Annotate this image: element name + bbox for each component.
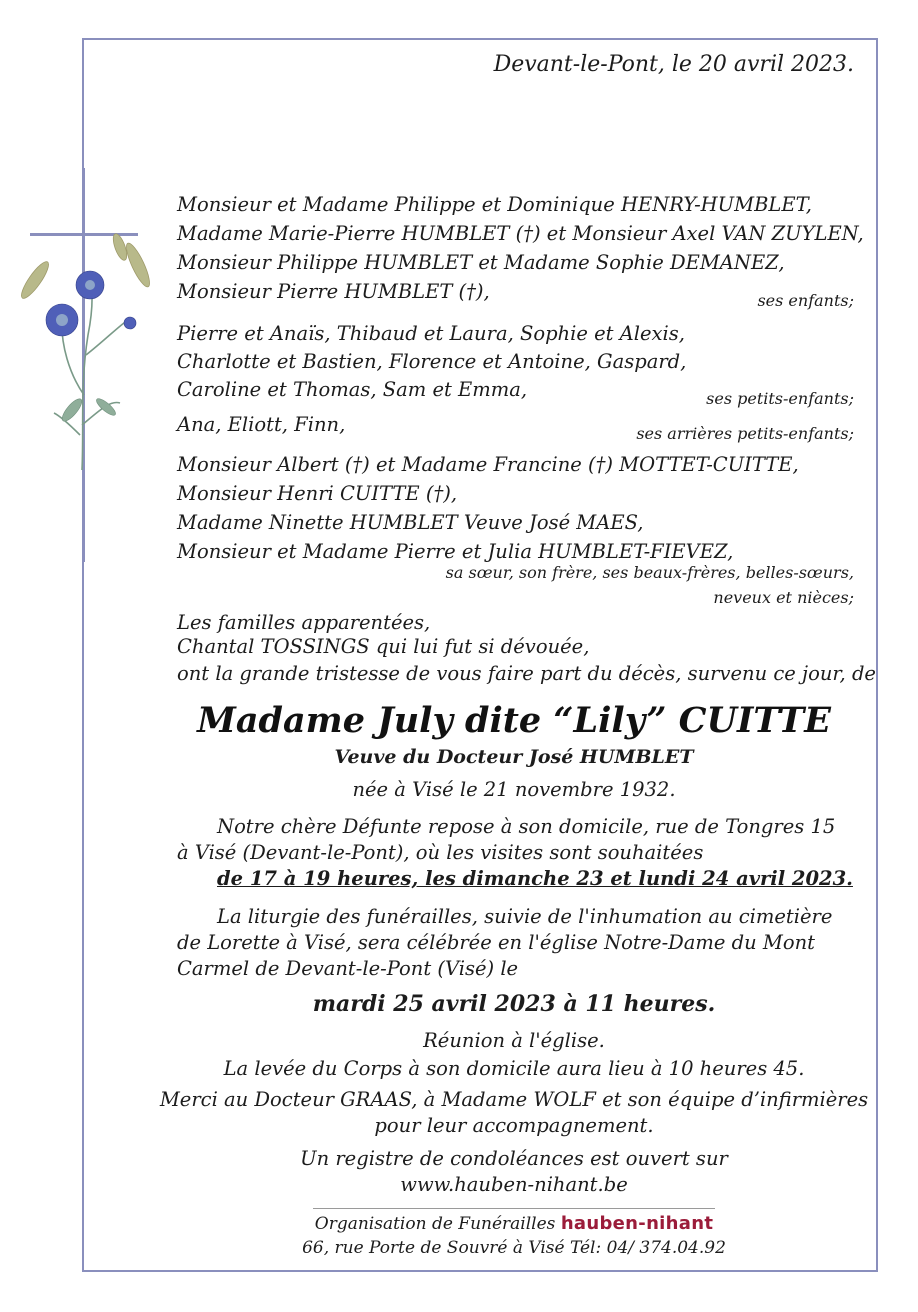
closing-line-3: ont la grande tristesse de vous faire part du décès, survenu ce jour, de [177, 662, 876, 685]
sibling-line-1: Monsieur Albert (†) et Madame Francine (†) MOTTET-CUITTE, [177, 453, 799, 476]
liturgy-line-1: La liturgie des funérailles, suivie de l'inhumation au cimetière [217, 905, 833, 928]
brand-logo: hauben-nihant [560, 1213, 714, 1234]
child-line-1: Monsieur et Madame Philippe et Dominique HENRY-HUMBLET, [177, 193, 812, 216]
register-url[interactable]: www.hauben-nihant.be [400, 1173, 628, 1196]
thanks-line-2: pour leur accompagnement. [374, 1114, 654, 1137]
grandchildren-label: ses petits-enfants; [706, 389, 854, 408]
child-line-2: Madame Marie-Pierre HUMBLET (†) et Monsieur Axel VAN ZUYLEN, [177, 222, 864, 245]
widow-of: Veuve du Docteur José HUMBLET [334, 746, 694, 768]
thanks-line-1: Merci au Docteur GRAAS, à Madame WOLF et son équipe d’infirmières [159, 1088, 869, 1111]
wake-times: de 17 à 19 heures, les dimanche 23 et lundi 24 avril 2023. [217, 867, 853, 890]
liturgy-line-2: de Lorette à Visé, sera célébrée en l'église Notre-Dame du Mont [177, 931, 815, 954]
closing-line-2: Chantal TOSSINGS qui lui fut si dévouée, [177, 635, 590, 658]
great-grandchildren-label: ses arrières petits-enfants; [636, 424, 854, 443]
place-date: Devant-le-Pont, le 20 avril 2023. [493, 52, 854, 77]
children-label: ses enfants; [757, 291, 854, 310]
sibling-line-4: Monsieur et Madame Pierre et Julia HUMBLET-FIEVEZ, [177, 540, 734, 563]
child-line-4: Monsieur Pierre HUMBLET (†), [177, 280, 490, 303]
org-prefix: Organisation de Funérailles [314, 1214, 556, 1234]
footer-organisation [55, 1213, 918, 1234]
service-time: mardi 25 avril 2023 à 11 heures. [312, 991, 716, 1017]
footer-address: 66, rue Porte de Souvré à Visé Tél: 04/ 374.04.92 [302, 1238, 726, 1258]
closing-line-1: Les familles apparentées, [177, 611, 431, 634]
sibling-line-2: Monsieur Henri CUITTE (†), [177, 482, 458, 505]
birth-info: née à Visé le 21 novembre 1932. [352, 778, 676, 801]
grandchild-line-3: Caroline et Thomas, Sam et Emma, [177, 378, 528, 401]
grandchild-line-2: Charlotte et Bastien, Florence et Antoine, Gaspard, [177, 350, 687, 373]
great-grandchildren: Ana, Eliott, Finn, [177, 413, 346, 436]
levee-note: La levée du Corps à son domicile aura lieu à 10 heures 45. [223, 1057, 805, 1080]
sibling-line-3: Madame Ninette HUMBLET Veuve José MAES, [177, 511, 644, 534]
register-line-1: Un registre de condoléances est ouvert sur [300, 1147, 728, 1170]
wake-line-2: à Visé (Devant-le-Pont), où les visites sont souhaitées [177, 841, 704, 864]
cornflower-wheat-illustration [10, 225, 160, 480]
siblings-label-2: neveux et nièces; [713, 588, 854, 607]
liturgy-line-3: Carmel de Devant-le-Pont (Visé) le [177, 957, 519, 980]
wake-line-1: Notre chère Défunte repose à son domicile, rue de Tongres 15 [217, 815, 836, 838]
meeting-note: Réunion à l'église. [423, 1029, 605, 1052]
siblings-label-1: sa sœur, son frère, ses beaux-frères, belles-sœurs, [445, 563, 854, 582]
footer-divider [313, 1208, 715, 1209]
grandchild-line-1: Pierre et Anaïs, Thibaud et Laura, Sophie et Alexis, [177, 322, 685, 345]
child-line-3: Monsieur Philippe HUMBLET et Madame Sophie DEMANEZ, [177, 251, 785, 274]
deceased-name: Madame July dite “Lily” CUITTE [197, 700, 831, 741]
